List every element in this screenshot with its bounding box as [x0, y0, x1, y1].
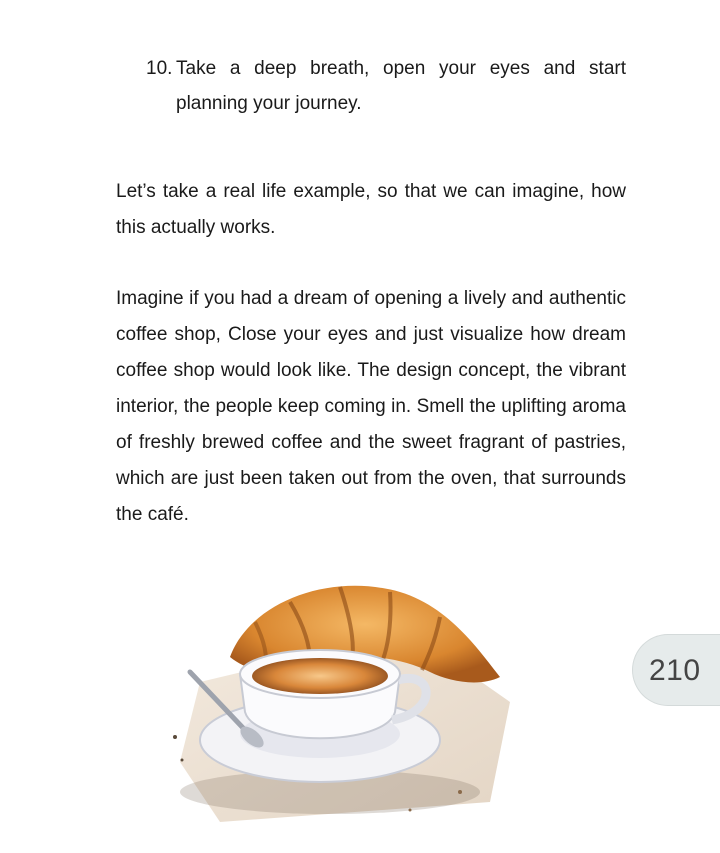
paragraph-coffee-shop-dream: Imagine if you had a dream of opening a lively and authentic coffee shop, Close your eyes and just visualize how dream coffee shop would look like. The design concept, the vibrant interior, the people keep coming in. Smell the uplifting aroma of freshly brewed coffee and the sweet fragrant of pastries, which are just been taken out from the oven, that surrounds the café. [116, 288, 626, 525]
paragraph-example-intro: Let’s take a real life example, so that we can imagine, how this actually works. [116, 181, 626, 238]
coffee-croissant-illustration [160, 562, 526, 832]
list-item-line-1: Take a deep breath, open your eyes and start [176, 58, 626, 79]
list-item-line-2: planning your journey. [176, 93, 362, 114]
page-number: 210 [649, 654, 701, 687]
page-number-badge [632, 634, 720, 706]
coffee-croissant-watercolor-icon [160, 562, 526, 832]
numbered-list-item [146, 51, 626, 121]
list-number: 10. [146, 58, 173, 79]
